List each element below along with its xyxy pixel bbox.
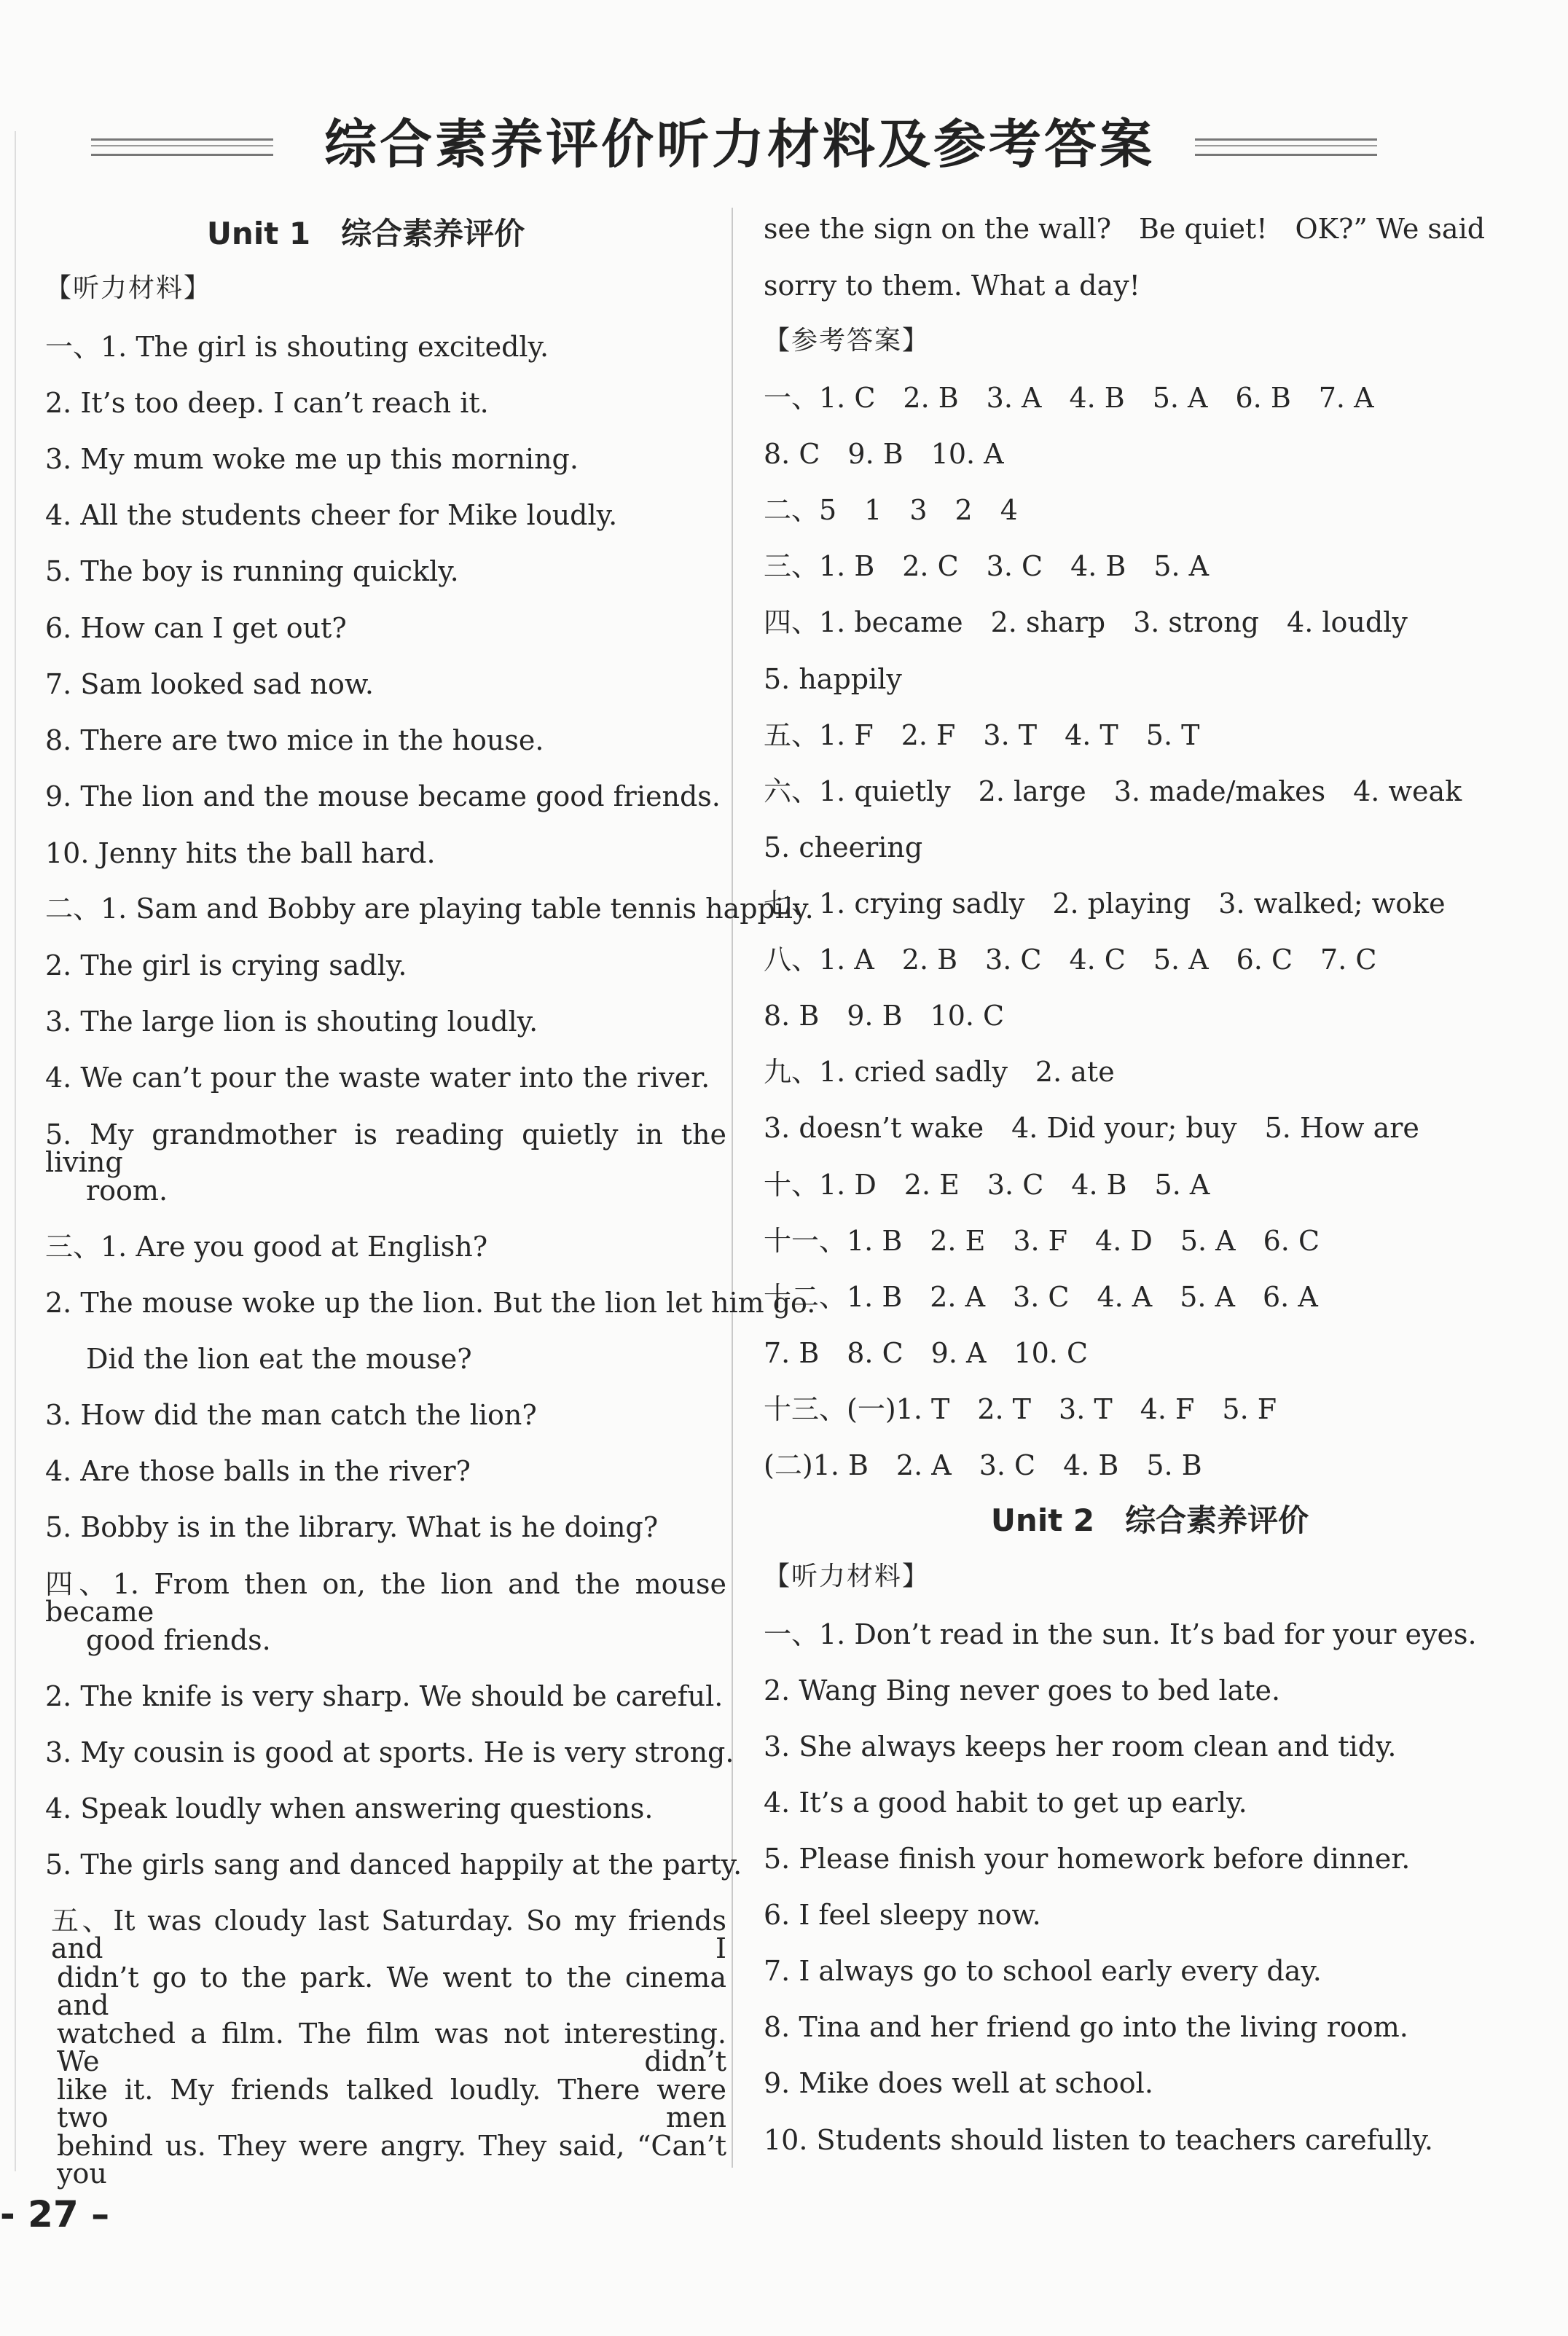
text-line: 3. My cousin is good at sports. He is very strong. [45, 1736, 734, 1768]
text-line: 6. How can I get out? [45, 612, 347, 644]
page-header [0, 102, 1568, 197]
text-line: 3. The large lion is shouting loudly. [45, 1006, 538, 1038]
text-line: 4. Speak loudly when answering questions. [45, 1792, 654, 1824]
text-line: 2. Wang Bing never goes to bed late. [764, 1674, 1281, 1706]
text-line: 5. Bobby is in the library. What is he doing? [45, 1511, 659, 1543]
unit-heading: Unit 2 综合素养评价 [990, 1502, 1309, 1538]
text-line: 2. The mouse woke up the lion. But the lion let him go. [45, 1287, 816, 1319]
answer-line: 十、1. D 2. E 3. C 4. B 5. A [764, 1169, 1210, 1201]
text-line: 一、1. The girl is shouting excitedly. [45, 331, 549, 363]
title-rule-left [91, 138, 273, 156]
text-line: 2. The girl is crying sadly. [45, 949, 407, 981]
text-line: behind us. They were angry. They said, “Can’t you [57, 2130, 726, 2190]
text-line: 5. The girls sang and danced happily at the party. [45, 1849, 742, 1881]
answer-line: 八、1. A 2. B 3. C 4. C 5. A 6. C 7. C [764, 944, 1377, 976]
text-line: 10. Students should listen to teachers carefully. [764, 2124, 1433, 2156]
text-line: 4. We can’t pour the waste water into the river. [45, 1062, 710, 1094]
text-line: 3. My mum woke me up this morning. [45, 443, 579, 475]
text-line: 9. Mike does well at school. [764, 2067, 1153, 2099]
text-line: 7. I always go to school early every day. [764, 1955, 1322, 1987]
text-line: 10. Jenny hits the ball hard. [45, 837, 436, 869]
answer-line: 二、5 1 3 2 4 [764, 494, 1018, 526]
text-line: 5. The boy is running quickly. [45, 555, 459, 587]
answer-line: 五、1. F 2. F 3. T 4. T 5. T [764, 719, 1200, 751]
text-line: 3. She always keeps her room clean and tidy. [764, 1731, 1397, 1763]
answer-line: 三、1. B 2. C 3. C 4. B 5. A [764, 550, 1210, 582]
answer-line: 十一、1. B 2. E 3. F 4. D 5. A 6. C [764, 1225, 1320, 1257]
text-line: 3. How did the man catch the lion? [45, 1399, 537, 1431]
text-line: 7. Sam looked sad now. [45, 668, 374, 700]
answer-line: 7. B 8. C 9. A 10. C [764, 1337, 1089, 1369]
text-line: 2. The knife is very sharp. We should be careful. [45, 1680, 724, 1712]
answer-line: 5. happily [764, 663, 902, 695]
section-label: 【听力材料】 [45, 273, 212, 303]
text-line: didn’t go to the park. We went to the cinema and [57, 1961, 726, 2021]
text-line: good friends. [86, 1624, 271, 1656]
answer-line: 七、1. crying sadly 2. playing 3. walked; woke [764, 887, 1446, 920]
text-line: 8. There are two mice in the house. [45, 724, 544, 756]
text-line: see the sign on the wall? Be quiet! OK?” We said [764, 213, 1486, 245]
text-line: 5. My grandmother is reading quietly in the living [45, 1118, 726, 1178]
answer-line: (二)1. B 2. A 3. C 4. B 5. B [764, 1449, 1202, 1481]
text-line: room. [86, 1175, 168, 1207]
answer-line: 8. C 9. B 10. A [764, 438, 1004, 470]
text-line: watched a film. The film was not interesting. We didn’t [57, 2018, 726, 2077]
text-line: 一、1. Don’t read in the sun. It’s bad for your eyes. [764, 1618, 1477, 1650]
text-line: 8. Tina and her friend go into the living room. [764, 2011, 1408, 2043]
text-line: Did the lion eat the mouse? [86, 1343, 472, 1375]
text-line: 6. I feel sleepy now. [764, 1899, 1041, 1931]
text-line: 4. All the students cheer for Mike loudly. [45, 499, 618, 531]
text-line: 5. Please finish your homework before dinner. [764, 1843, 1411, 1875]
text-line: 4. It’s a good habit to get up early. [764, 1787, 1247, 1819]
left-margin-line [15, 131, 16, 2171]
title-rule-right [1195, 138, 1377, 156]
answer-line: 一、1. C 2. B 3. A 4. B 5. A 6. B 7. A [764, 382, 1374, 414]
answer-line: 九、1. cried sadly 2. ate [764, 1056, 1115, 1088]
answer-line: 十三、(一)1. T 2. T 3. T 4. F 5. F [764, 1393, 1277, 1425]
text-line: 四、1. From then on, the lion and the mouse became [45, 1568, 726, 1628]
answer-line: 四、1. became 2. sharp 3. strong 4. loudly [764, 606, 1408, 638]
section-label: 【听力材料】 [764, 1561, 930, 1591]
text-line: 4. Are those balls in the river? [45, 1455, 471, 1487]
text-line: 三、1. Are you good at English? [45, 1231, 488, 1263]
answer-line: 8. B 9. B 10. C [764, 1000, 1005, 1032]
text-line: 2. It’s too deep. I can’t reach it. [45, 387, 489, 419]
unit-heading: Unit 1 综合素养评价 [206, 216, 525, 251]
page-number: - 27 – [0, 2193, 110, 2235]
text-line: like it. My friends talked loudly. There were two men [57, 2074, 726, 2133]
answer-line: 5. cheering [764, 831, 923, 863]
text-line: 二、1. Sam and Bobby are playing table tennis happily. [45, 893, 814, 925]
section-label: 【参考答案】 [764, 326, 930, 356]
answer-line: 十二、1. B 2. A 3. C 4. A 5. A 6. A [764, 1281, 1318, 1313]
text-line: sorry to them. What a day! [764, 270, 1140, 302]
text-line: 9. The lion and the mouse became good friends. [45, 780, 721, 812]
answer-line: 3. doesn’t wake 4. Did your; buy 5. How are [764, 1112, 1419, 1144]
text-line: 五、It was cloudy last Saturday. So my friends and I [51, 1905, 726, 1964]
page-title: 综合素养评价听力材料及参考答案 [324, 114, 1155, 175]
answer-line: 六、1. quietly 2. large 3. made/makes 4. weak [764, 775, 1462, 807]
